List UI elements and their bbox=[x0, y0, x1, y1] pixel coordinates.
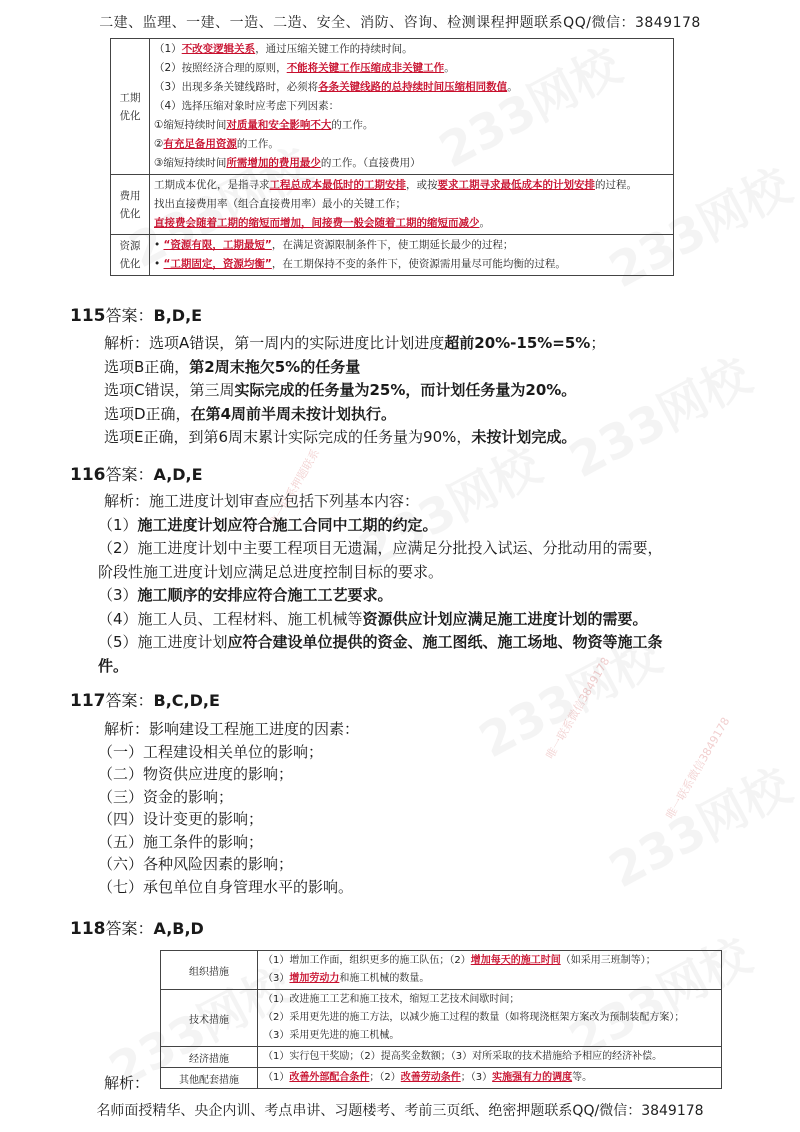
explanation-line bbox=[104, 490, 744, 514]
question-115-answer bbox=[70, 303, 202, 326]
highlight-text: “工期固定，资源均衡” bbox=[163, 258, 272, 270]
explanation-line bbox=[98, 655, 744, 679]
text: （3）出现多条关键线路时，必须将 bbox=[154, 81, 319, 93]
list-item bbox=[154, 154, 669, 173]
bold-text: 施工进度计划应符合施工合同中工期的约定。 bbox=[137, 515, 438, 534]
text: ② bbox=[154, 138, 164, 150]
text: ，在满足资源限制条件下，使工期延长最少的过程； bbox=[271, 239, 514, 251]
text: ；（2） bbox=[369, 1072, 401, 1083]
list-item bbox=[154, 78, 669, 97]
answer-value: B,D,E bbox=[153, 306, 203, 325]
category-label: 优化 bbox=[119, 109, 141, 122]
table-row bbox=[111, 175, 674, 235]
text: 。 bbox=[479, 217, 490, 229]
list-item bbox=[154, 116, 669, 135]
text: （1） bbox=[154, 43, 182, 55]
description-cell bbox=[150, 39, 674, 175]
text: ③缩短持续时间 bbox=[154, 157, 227, 169]
text: （3） bbox=[263, 973, 290, 984]
highlight-text: 要求工期寻求最低成本的计划安排 bbox=[437, 179, 595, 191]
bold-text: 在第4周前半周未按计划执行。 bbox=[190, 404, 397, 423]
table-row bbox=[161, 1047, 722, 1068]
list-item: （1）改进施工工艺和施工技术，缩短工艺技术间歇时间； bbox=[263, 994, 520, 1005]
list-item: （五）施工条件的影响； bbox=[98, 832, 264, 851]
watermark-side-text: 唯一联系押题联系 bbox=[266, 446, 323, 530]
list-item: （四）设计变更的影响； bbox=[98, 810, 264, 828]
question-117-explanation bbox=[98, 718, 744, 898]
explanation-line bbox=[104, 356, 744, 380]
answer-label: 答案： bbox=[105, 691, 154, 710]
description-cell bbox=[150, 175, 674, 235]
text: 和施工机械的数量。 bbox=[339, 973, 430, 984]
question-number: 118 bbox=[70, 919, 106, 939]
highlight-text: 改善外部配合条件 bbox=[289, 1072, 370, 1083]
description-cell bbox=[258, 1047, 722, 1068]
category-label: 优化 bbox=[119, 207, 141, 220]
bold-text: 资源供应计划应满足施工进度计划的需要。 bbox=[362, 609, 648, 628]
bold-text: 第2周末拖欠5%的任务量 bbox=[189, 357, 361, 376]
highlight-text: 直接费会随着工期的缩短而增加，间接费一般会随着工期的缩短而减少 bbox=[154, 217, 480, 229]
description-cell bbox=[258, 1068, 722, 1089]
category-cell: 经济措施 bbox=[161, 1047, 258, 1068]
question-115-explanation bbox=[104, 332, 744, 450]
description-cell bbox=[258, 951, 722, 990]
text: 选项E正确，到第6周末累计实际完成的任务量为90%， bbox=[104, 428, 472, 446]
highlight-text: 实施强有力的调度 bbox=[492, 1072, 573, 1083]
bold-text: 应符合建设单位提供的资金、施工图纸、施工场地、物资等施工条 bbox=[227, 633, 663, 651]
text: 解析：选项A错误，第一周内的实际进度比计划进度 bbox=[104, 334, 445, 352]
text: （1） bbox=[263, 1072, 290, 1083]
text: （4）施工人员、工程材料、施工机械等 bbox=[98, 609, 363, 628]
question-number: 115 bbox=[70, 306, 106, 326]
text: 选项B正确， bbox=[104, 357, 190, 376]
text: （1） bbox=[98, 515, 138, 534]
list-item bbox=[154, 40, 669, 59]
text: ，或按 bbox=[406, 179, 438, 191]
category-cell bbox=[111, 175, 150, 235]
highlight-text: 增加每天的施工时间 bbox=[470, 955, 561, 966]
explanation-label: 解析： bbox=[104, 1074, 150, 1092]
category-label: 资源 bbox=[119, 240, 141, 252]
text: 。 bbox=[507, 81, 518, 93]
category-label: 工期 bbox=[119, 91, 141, 104]
text: ； bbox=[590, 334, 606, 352]
text: 选项D正确， bbox=[104, 404, 191, 423]
measures-table bbox=[160, 950, 722, 1089]
list-item: （二）物资供应进度的影响； bbox=[98, 765, 294, 783]
question-116-answer bbox=[70, 462, 203, 485]
explanation-line bbox=[98, 514, 744, 538]
text: ①缩短持续时间 bbox=[154, 119, 227, 131]
text: ；（3） bbox=[460, 1072, 493, 1083]
highlight-text: 工程总成本最低时的工期安排 bbox=[269, 179, 406, 191]
category-cell: 组织措施 bbox=[161, 951, 258, 990]
explanation-line bbox=[104, 426, 744, 450]
question-number: 116 bbox=[70, 465, 106, 485]
answer-value: B,C,D,E bbox=[153, 691, 220, 710]
list-item: （3）采用更先进的施工机械。 bbox=[263, 1030, 400, 1041]
list-item bbox=[154, 176, 669, 195]
text: 的过程。 bbox=[595, 179, 637, 191]
question-116-explanation bbox=[98, 490, 744, 678]
highlight-text: 不能将关键工作压缩成非关键工作 bbox=[286, 62, 445, 74]
answer-value: A,D,E bbox=[153, 465, 203, 484]
question-118-answer bbox=[70, 916, 204, 939]
list-item: （2）采用更先进的施工方法，以减少施工过程的数量（如将现浇框架方案改为预制装配方案）； bbox=[263, 1012, 685, 1023]
question-number: 117 bbox=[70, 691, 106, 711]
table-row bbox=[161, 990, 722, 1047]
text: 解析：影响建设工程施工进度的因素： bbox=[104, 720, 360, 738]
list-item bbox=[154, 135, 669, 154]
list-item: • “工期固定，资源均衡”，在工期保持不变的条件下，使资源需用量尽可能均衡的过程。 bbox=[154, 258, 566, 270]
list-item bbox=[154, 214, 669, 233]
text: （5）施工进度计划 bbox=[98, 633, 228, 651]
page-footer: 名师面授精华、央企内训、考点串讲、习题楼考、考前三页纸、绝密押题联系QQ/微信：3849178 bbox=[96, 1103, 704, 1119]
highlight-text: 所需增加的费用最少 bbox=[226, 157, 321, 169]
highlight-text: 增加劳动力 bbox=[289, 973, 340, 984]
list-item: （六）各种风险因素的影响； bbox=[98, 855, 294, 873]
highlight-text: 各条关键线路的总持续时间压缩相同数值 bbox=[318, 81, 508, 93]
table-row bbox=[111, 39, 674, 175]
explanation-line bbox=[104, 403, 744, 427]
list-item: （1）实行包干奖励；（2）提高奖金数额；（3）对所采取的技术措施给予相应的经济补偿。 bbox=[263, 1051, 663, 1062]
list-item: • “资源有限，工期最短”，在满足资源限制条件下，使工期延长最少的过程； bbox=[154, 239, 514, 251]
optimization-table bbox=[110, 38, 674, 276]
category-cell: 技术措施 bbox=[161, 990, 258, 1047]
highlight-text: 不改变逻辑关系 bbox=[181, 43, 256, 55]
text: （2）按照经济合理的原则， bbox=[154, 62, 287, 74]
text: 阶段性施工进度计划应满足总进度控制目标的要求。 bbox=[98, 562, 444, 581]
list-item: （七）承包单位自身管理水平的影响。 bbox=[98, 877, 354, 896]
highlight-text: 对质量和安全影响不大 bbox=[226, 119, 332, 131]
list-item bbox=[154, 97, 669, 116]
explanation-line bbox=[98, 584, 744, 608]
explanation-line bbox=[104, 332, 744, 356]
text: 解析：施工进度计划审查应包括下列基本内容： bbox=[104, 492, 420, 510]
answer-label: 答案： bbox=[105, 465, 154, 484]
watermark-side-text: 唯一联系微信3849178 bbox=[543, 655, 613, 762]
description-cell bbox=[150, 235, 674, 276]
answer-label: 答案： bbox=[105, 306, 154, 325]
list-item bbox=[154, 59, 669, 78]
text: 选项C错误，第三周 bbox=[104, 381, 235, 399]
text: （4）选择压缩对象时应考虑下列因素： bbox=[154, 100, 340, 112]
page-header: 二建、监理、一建、一造、二造、安全、消防、咨询、检测课程押题联系QQ/微信：3849178 bbox=[99, 15, 701, 31]
highlight-text: “资源有限，工期最短” bbox=[163, 239, 272, 251]
bold-text: 件。 bbox=[98, 656, 129, 675]
text: 的工作。（直接费用） bbox=[320, 157, 421, 169]
list-item bbox=[154, 195, 669, 214]
list-item: （一）工程建设相关单位的影响； bbox=[98, 742, 324, 761]
answer-value: A,B,D bbox=[153, 919, 204, 938]
category-cell bbox=[111, 235, 150, 276]
bold-text: 超前20%-15%=5% bbox=[444, 334, 591, 352]
list-item: （三）资金的影响； bbox=[98, 787, 234, 806]
category-label: 费用 bbox=[119, 189, 141, 202]
text: （如采用三班制等）； bbox=[560, 955, 656, 966]
explanation-line bbox=[98, 561, 744, 585]
table-row bbox=[161, 951, 722, 990]
table-row bbox=[111, 235, 674, 276]
text: ，在工期保持不变的条件下，使资源需用量尽可能均衡的过程。 bbox=[271, 258, 566, 270]
explanation-line bbox=[104, 718, 744, 741]
answer-label: 答案： bbox=[105, 919, 154, 938]
text: 找出直接费用率（组合直接费用率）最小的关键工作； bbox=[154, 198, 406, 210]
list-item bbox=[263, 970, 716, 988]
text: 的工作。 bbox=[236, 138, 279, 150]
list-item bbox=[263, 952, 716, 970]
watermark-side-text: 唯一联系微信3849178 bbox=[663, 715, 733, 822]
text: 的工作。 bbox=[331, 119, 374, 131]
highlight-text: 改善劳动条件 bbox=[400, 1072, 461, 1083]
text: 。 bbox=[444, 62, 455, 74]
bold-text: 未按计划完成。 bbox=[471, 428, 577, 446]
list-item bbox=[263, 1069, 716, 1087]
text: （3） bbox=[98, 586, 138, 604]
text: ，通过压缩关键工作的持续时间。 bbox=[255, 43, 413, 55]
text: 工期成本优化，是指寻求 bbox=[154, 179, 270, 191]
text: （2）施工进度计划中主要工程项目无遗漏，应满足分批投入试运、分批动用的需要， bbox=[98, 539, 663, 557]
explanation-line bbox=[104, 379, 744, 403]
description-cell bbox=[258, 990, 722, 1047]
category-label: 优化 bbox=[119, 258, 141, 270]
explanation-line bbox=[98, 608, 744, 632]
question-117-answer bbox=[70, 688, 220, 711]
bold-text: 实际完成的任务量为25%，而计划任务量为20%。 bbox=[234, 381, 577, 399]
table-row bbox=[161, 1068, 722, 1089]
category-cell: 其他配套措施 bbox=[161, 1068, 258, 1089]
text: （1）增加工作面，组织更多的施工队伍；（2） bbox=[263, 955, 471, 966]
bold-text: 施工顺序的安排应符合施工工艺要求。 bbox=[137, 586, 393, 604]
category-cell bbox=[111, 39, 150, 175]
text: 等。 bbox=[572, 1072, 593, 1083]
explanation-line bbox=[98, 537, 744, 561]
highlight-text: 有充足备用资源 bbox=[163, 138, 237, 150]
explanation-line bbox=[98, 631, 744, 655]
